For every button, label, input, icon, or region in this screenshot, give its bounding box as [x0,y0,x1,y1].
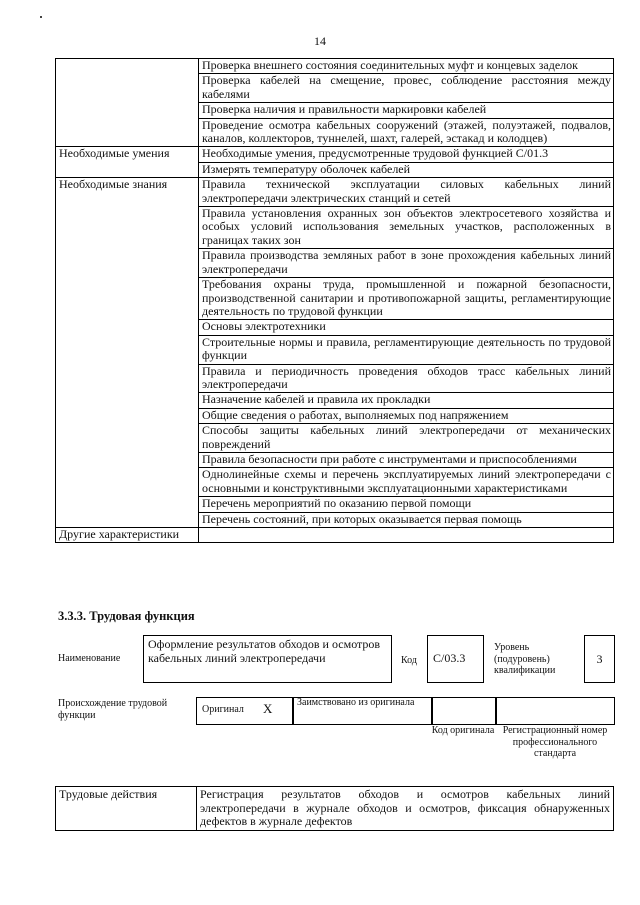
table-row [56,147,614,162]
table-cell: Общие сведения о работах, выполняемых под напряжением [199,408,614,423]
table-cell: Перечень мероприятий по оказанию первой помощи [199,497,614,512]
table-cell: Строительные нормы и правила, регламентирующие деятельность по трудовой функции [199,335,614,364]
page-number: 14 [314,34,326,48]
table-cell: Измерять температуру оболочек кабелей [199,162,614,177]
table-cell: Проведение осмотра кабельных сооружений (этажей, полуэтажей, подвалов, каналов, коллекторов, туннелей, шахт, галерей, эстакад и колодцев) [199,118,614,147]
table-cell: Основы электротехники [199,320,614,335]
table-row [56,59,614,74]
table-cell: Правила производства земляных работ в зоне прохождения кабельных линий электропередачи [199,249,614,278]
original-label: Оригинал [202,704,244,715]
table-row [56,528,614,543]
table-cell: Проверка наличия и правильности маркировки кабелей [199,103,614,118]
code-box [427,635,484,683]
reg-number-caption: Регистрационный номер профессионального стандарта [502,725,608,759]
code-original-cell [431,697,497,725]
table-cell: Проверка внешнего состояния соединительных муфт и концевых заделок [199,59,614,74]
table-cell: Правила и периодичность проведения обходов трасс кабельных линий электропередачи [199,364,614,393]
labor-actions-label: Трудовые действия [56,787,197,831]
code-original-caption: Код оригинала [431,725,495,736]
function-name-box [143,635,392,683]
section-title: 3.3.3. Трудовая функция [58,609,195,623]
name-label: Наименование [58,653,121,664]
level-label: Уровень (подуровень) квалификации [494,642,556,676]
row-group-label: Необходимые умения [56,147,199,178]
table-cell: Требования охраны труда, промышленной и пожарной безопасности, производственной санитарии и противопожарной защиты, регламентирующие деятельность по трудовой функции [199,278,614,320]
table-cell: Однолинейные схемы и перечень эксплуатируемых линий электропередачи с основными и конструктивными эксплуатационными характеристиками [199,468,614,497]
function-name-value: Оформление результатов обходов и осмотров кабельных линий электропередачи [148,637,381,665]
table-cell: Способы защиты кабельных линий электропередачи от механических повреждений [199,424,614,453]
code-label: Код [401,655,417,666]
table-cell: Перечень состояний, при которых оказывается первая помощь [199,512,614,527]
table-cell [199,528,614,543]
labor-actions-table [55,786,614,831]
labor-actions-text: Регистрация результатов обходов и осмотров кабельных линий электропередачи в журнале обходов и осмотров, фиксация обнаруженных дефектов в журнале дефектов [197,787,614,831]
table-cell: Правила установления охранных зон объектов электросетевого хозяйства и особых условий использования земельных участков, расположенных в границах таких зон [199,207,614,249]
row-group-label: Другие характеристики [56,528,199,543]
table-cell: Необходимые умения, предусмотренные трудовой функцией С/01.3 [199,147,614,162]
row-group-label [56,59,199,147]
reg-number-cell [495,697,615,725]
level-value: 3 [596,652,603,666]
code-value: С/03.3 [433,651,466,665]
origin-label: Происхождение трудовой функции [58,698,168,721]
table-row [56,178,614,207]
row-group-label: Необходимые знания [56,178,199,528]
requirements-table [55,58,614,543]
table-cell: Правила безопасности при работе с инструментами и приспособлениями [199,452,614,467]
table-cell: Назначение кабелей и правила их прокладки [199,393,614,408]
scan-dot [40,16,42,18]
borrowed-label: Заимствовано из оригинала [297,697,415,708]
table-cell: Проверка кабелей на смещение, провес, соблюдение расстояния между кабелями [199,74,614,103]
original-mark: X [263,701,273,716]
level-box [584,635,615,683]
table-cell: Правила технической эксплуатации силовых кабельных линий электропередачи электрических станций и сетей [199,178,614,207]
